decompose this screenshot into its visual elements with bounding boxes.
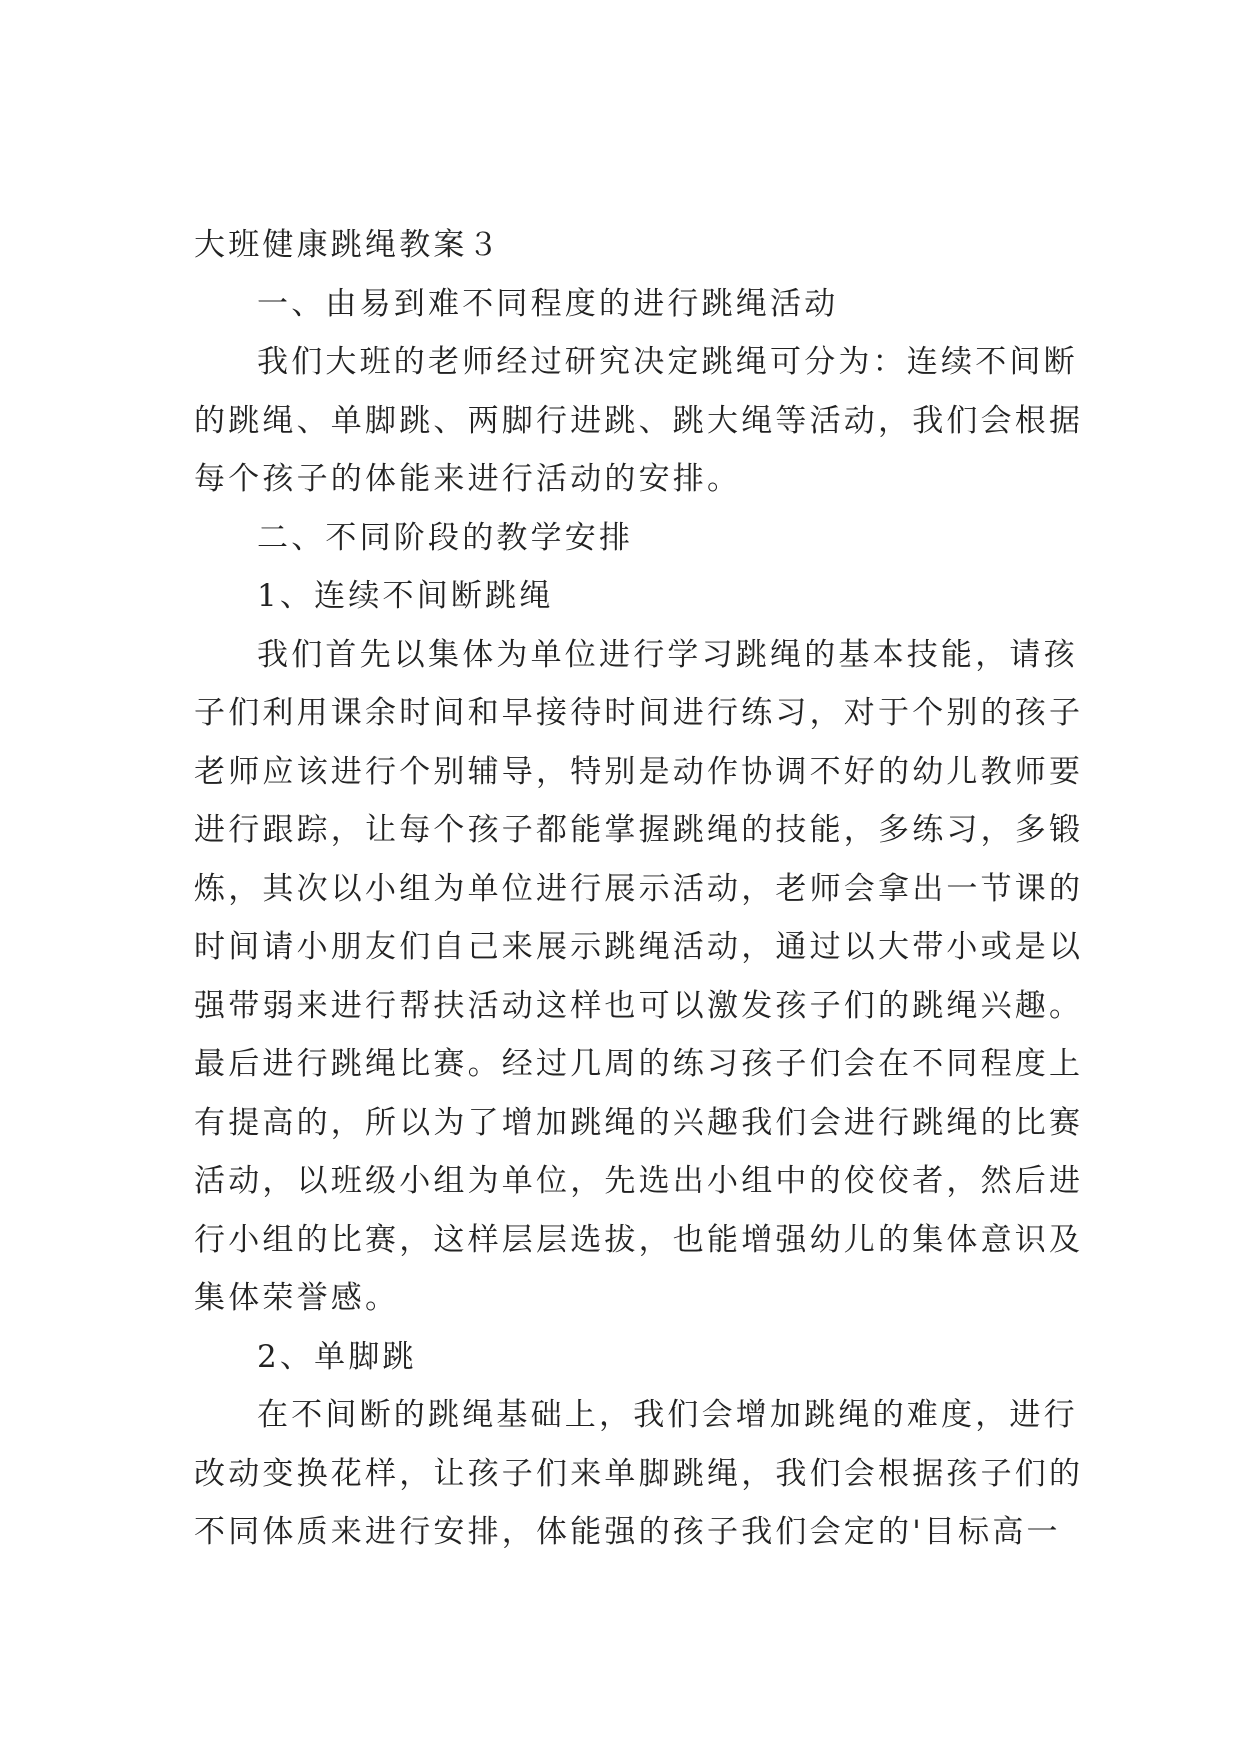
text-line: 老师应该进行个别辅导，特别是动作协调不好的幼儿教师要 (194, 753, 1084, 790)
text-line: 不同体质来进行安排，体能强的孩子我们会定的'目标高一 (194, 1514, 1061, 1550)
text-line: 我们首先以集体为单位进行学习跳绳的基本技能，请孩 (257, 636, 1078, 673)
text-line: 改动变换花样，让孩子们来单脚跳绳，我们会根据孩子们的 (194, 1455, 1084, 1492)
text-line: 进行跟踪，让每个孩子都能掌握跳绳的技能，多练习，多锻 (194, 812, 1084, 848)
text-line: 每个孩子的体能来进行活动的安排。 (194, 461, 742, 497)
section-heading-2: 二、不同阶段的教学安排 (257, 519, 634, 556)
text-line: 时间请小朋友们自己来展示跳绳活动，通过以大带小或是以 (194, 929, 1084, 965)
subsection-heading-1: 1、连续不间断跳绳 (257, 578, 554, 614)
text-line: 行小组的比赛，这样层层选拔，也能增强幼儿的集体意识及 (194, 1221, 1084, 1258)
text-line: 炼，其次以小组为单位进行展示活动，老师会拿出一节课的 (194, 870, 1084, 907)
text-line: 活动，以班级小组为单位，先选出小组中的佼佼者，然后进 (194, 1163, 1084, 1199)
text-line: 子们利用课余时间和早接待时间进行练习，对于个别的孩子 (194, 695, 1084, 731)
section-heading-1: 一、由易到难不同程度的进行跳绳活动 (257, 285, 839, 322)
text-line: 我们大班的老师经过研究决定跳绳可分为：连续不间断 (257, 344, 1078, 380)
text-line: 有提高的，所以为了增加跳绳的兴趣我们会进行跳绳的比赛 (194, 1104, 1084, 1141)
document-page (194, 216, 1084, 1562)
text-line: 集体荣誉感。 (194, 1280, 400, 1316)
text-line: 的跳绳、单脚跳、两脚行进跳、跳大绳等活动，我们会根据 (194, 402, 1084, 439)
document-title: 大班健康跳绳教案３ (194, 227, 502, 263)
text-line: 最后进行跳绳比赛。经过几周的练习孩子们会在不同程度上 (194, 1046, 1084, 1082)
subsection-heading-2: 2、单脚跳 (257, 1338, 417, 1375)
text-line: 强带弱来进行帮扶活动这样也可以激发孩子们的跳绳兴趣。 (194, 987, 1084, 1024)
text-line: 在不间断的跳绳基础上，我们会增加跳绳的难度，进行 (257, 1397, 1078, 1433)
